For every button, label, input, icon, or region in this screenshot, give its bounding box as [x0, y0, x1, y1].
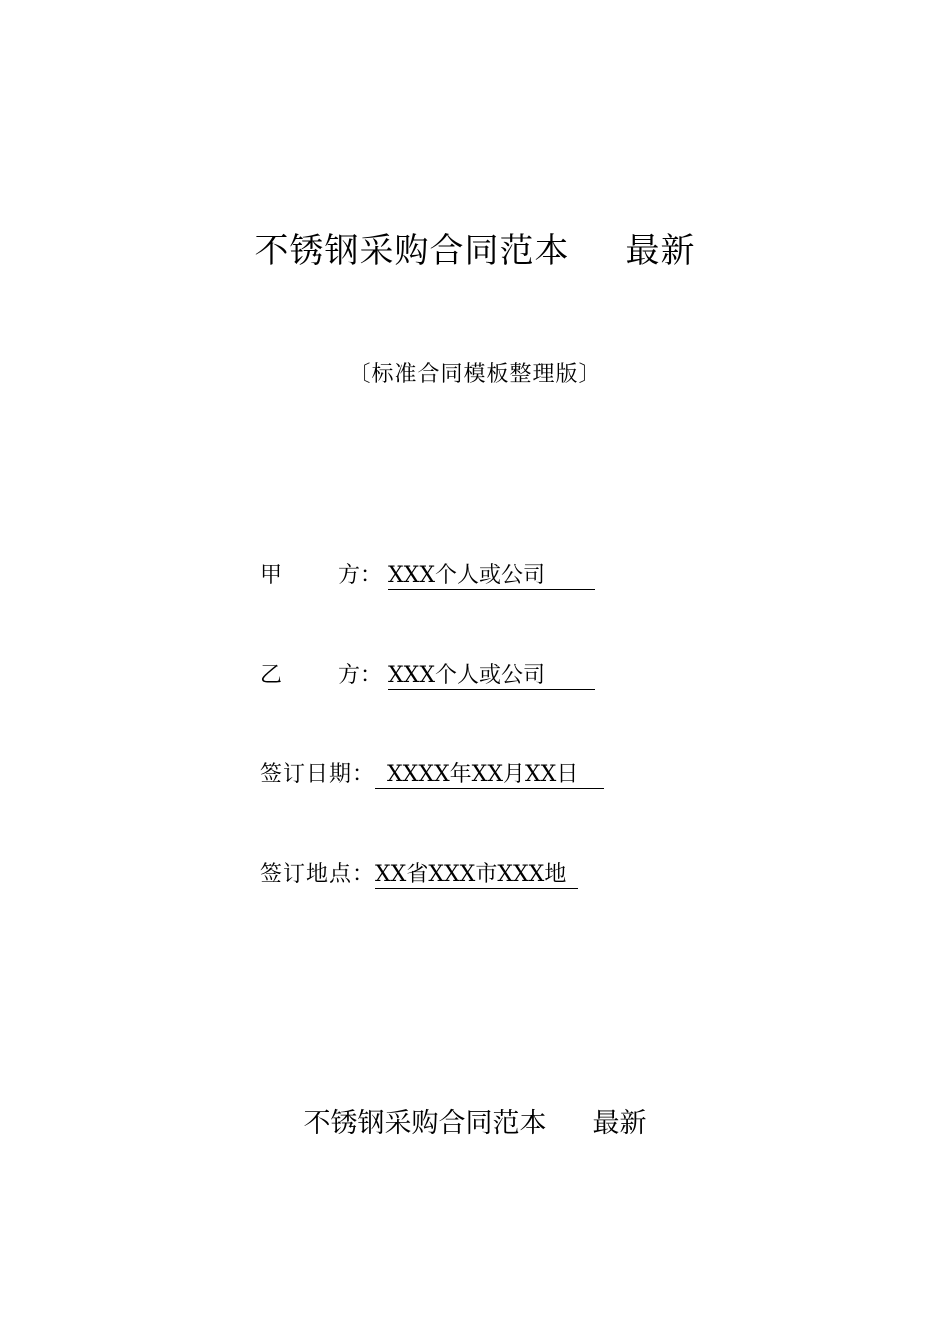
- document-title: [0, 228, 950, 274]
- footer-main: 不锈钢采购合同范本: [303, 1108, 547, 1139]
- signing-place-label: 签订地点：: [260, 862, 376, 887]
- title-main: 不锈钢采购合同范本: [254, 231, 570, 271]
- signing-place-field: [260, 860, 578, 890]
- signing-date-label: 签订日期：: [260, 762, 376, 787]
- party-a-field: [260, 561, 595, 591]
- party-b-value: XXX个人或公司: [388, 663, 595, 690]
- party-b-label: 乙 方：: [260, 663, 383, 688]
- party-b-field: [260, 661, 595, 691]
- footer-title: [0, 1106, 950, 1142]
- footer-suffix: 最新: [592, 1108, 647, 1139]
- title-suffix: 最新: [625, 231, 696, 271]
- signing-date-field: [260, 760, 604, 790]
- signing-place-value: XX省XXX市XXX地: [375, 862, 578, 889]
- party-a-value: XXX个人或公司: [388, 563, 595, 590]
- document-subtitle: 〔标准合同模板整理版〕: [348, 362, 602, 387]
- signing-date-value: XXXX年XX月XX日: [375, 762, 604, 789]
- party-a-label: 甲 方：: [260, 563, 383, 588]
